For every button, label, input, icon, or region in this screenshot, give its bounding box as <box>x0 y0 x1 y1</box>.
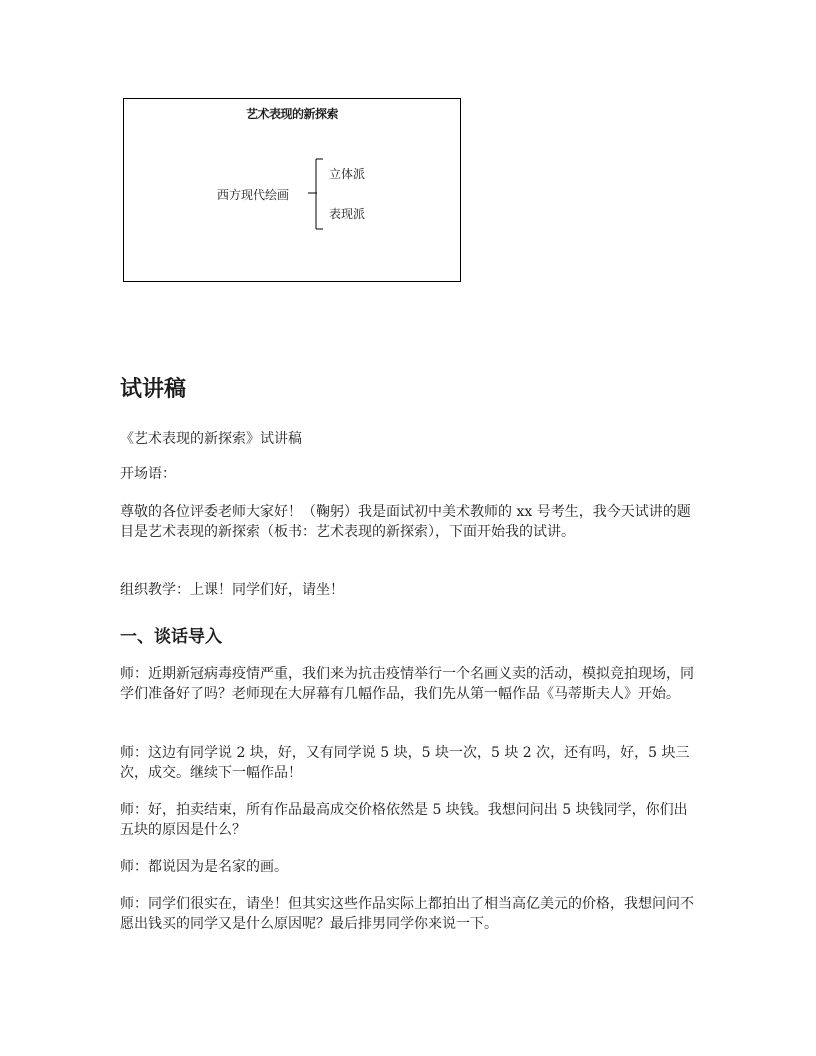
dialogue-paragraph: 师：近期新冠病毒疫情严重，我们来为抗击疫情举行一个名画义卖的活动，模拟竞拍现场，同学们准备好了吗？老师现在大屏幕有几幅作品，我们先从第一幅作品《马蒂斯夫人》开始。 <box>120 666 694 702</box>
dialogue-paragraph: 师：同学们很实在，请坐！但其实这些作品实际上都拍出了相当高亿美元的价格，我想问问不愿出钱买的同学又是什么原因呢？最后排男同学你来说一下。 <box>120 896 694 932</box>
board-branch-cubism: 立体派 <box>329 167 366 181</box>
dialogue-paragraph: 师：都说因为是名家的画。 <box>120 859 288 875</box>
organize-teaching-paragraph: 组织教学：上课！同学们好，请坐！ <box>120 582 344 598</box>
board-diagram <box>123 98 461 282</box>
script-title-line: 《艺术表现的新探索》试讲稿 <box>120 431 302 447</box>
dialogue-paragraph: 师：这边有同学说 2 块，好，又有同学说 5 块，5 块一次，5 块 2 次，还有吗，好，5 块三次，成交。继续下一幅作品！ <box>120 745 690 781</box>
board-branch-expressionism: 表现派 <box>329 207 366 221</box>
section-heading-intro: 一、谈话导入 <box>120 627 222 647</box>
opening-label: 开场语： <box>120 466 176 482</box>
bracket-lines <box>124 99 460 281</box>
board-title: 艺术表现的新探索 <box>245 107 338 121</box>
document-title: 试讲稿 <box>120 377 187 402</box>
board-main-label: 西方现代绘画 <box>217 188 290 202</box>
opening-paragraph: 尊敬的各位评委老师大家好！（鞠躬）我是面试初中美术教师的 xx 号考生，我今天试讲的题目是艺术表现的新探索（板书：艺术表现的新探索），下面开始我的试讲。 <box>120 504 691 540</box>
dialogue-paragraph: 师：好，拍卖结束，所有作品最高成交价格依然是 5 块钱。我想问问出 5 块钱同学，你们出五块的原因是什么？ <box>120 802 688 838</box>
